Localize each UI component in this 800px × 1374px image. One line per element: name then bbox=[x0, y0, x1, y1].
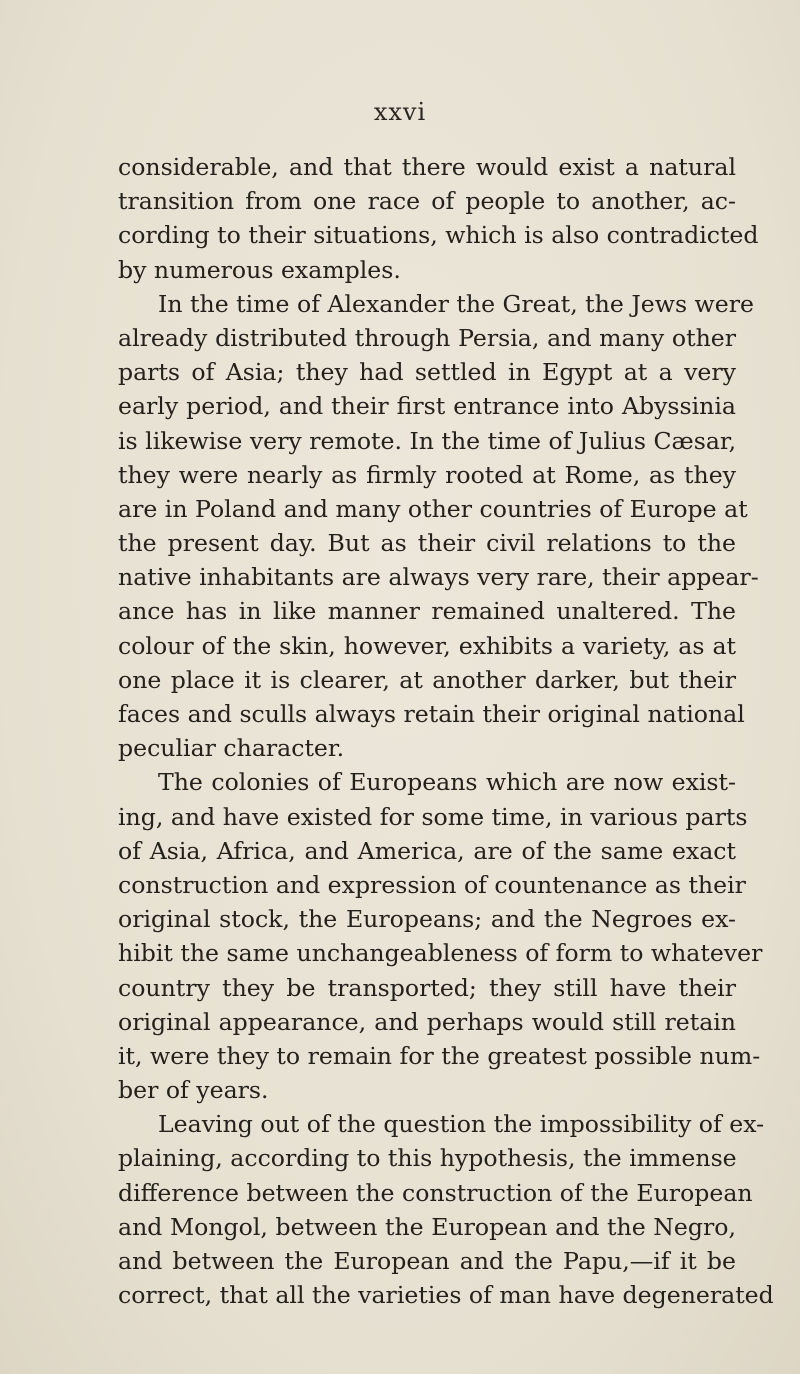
text-line: original stock, the Europeans; and the Negroes ex- bbox=[118, 905, 736, 934]
text-line: is likewise very remote. In the time of Julius Cæsar, bbox=[118, 426, 737, 455]
text-line: they were nearly as firmly rooted at Rome, as they bbox=[118, 460, 736, 489]
text-line: considerable, and that there would exist a natural bbox=[118, 153, 736, 181]
text-line: colour of the skin, however, exhibits a variety, as at bbox=[118, 631, 736, 660]
text-line: ber of years. bbox=[118, 1076, 269, 1105]
text-line: of Asia, Africa, and America, are of the same exact bbox=[118, 836, 736, 865]
text-line: already distributed through Persia, and many other bbox=[118, 323, 736, 352]
text-line: ance has in like manner remained unaltered. The bbox=[118, 597, 736, 626]
text-line: early period, and their first entrance into Abyssinia bbox=[118, 392, 736, 421]
text-line: difference between the construction of the European bbox=[118, 1178, 753, 1207]
text-line: The colonies of Europeans which are now exist- bbox=[158, 768, 736, 797]
text-line: and between the European and the Papu,—if it be bbox=[118, 1247, 736, 1275]
page-number: xxvi bbox=[373, 98, 427, 126]
text-line: original appearance, and perhaps would still retain bbox=[118, 1007, 736, 1036]
text-line: plaining, according to this hypothesis, the immense bbox=[118, 1144, 737, 1173]
text-line: peculiar character. bbox=[118, 734, 345, 763]
text-line: are in Poland and many other countries of Europe at bbox=[118, 494, 748, 523]
text-line: and Mongol, between the European and the Negro, bbox=[118, 1212, 736, 1241]
text-line: the present day. But as their civil relations to the bbox=[118, 529, 736, 558]
text-line: ing, and have existed for some time, in various parts bbox=[118, 802, 748, 831]
text-line: parts of Asia; they had settled in Egypt at a very bbox=[118, 358, 736, 387]
text-line: native inhabitants are always very rare, their appear- bbox=[118, 563, 759, 592]
text-line: In the time of Alexander the Great, the Jews were bbox=[158, 289, 754, 318]
text-line: hibit the same unchangeableness of form to whatever bbox=[118, 939, 763, 968]
text-line: construction and expression of countenance as their bbox=[118, 870, 746, 899]
text-line: country they be transported; they still have their bbox=[118, 973, 736, 1002]
text-line: one place it is clearer, at another darker, but their bbox=[118, 665, 736, 694]
text-line: correct, that all the varieties of man have degenerated bbox=[118, 1281, 774, 1310]
text-line: it, were they to remain for the greatest possible num- bbox=[118, 1041, 761, 1070]
text-line: Leaving out of the question the impossibility of ex- bbox=[158, 1110, 765, 1139]
text-line: cording to their situations, which is also contradicted bbox=[118, 221, 759, 250]
body-text bbox=[118, 150, 774, 1312]
text-line: faces and sculls always retain their original national bbox=[118, 700, 745, 728]
text-line: transition from one race of people to another, ac- bbox=[118, 187, 736, 216]
text-line: by numerous examples. bbox=[118, 255, 401, 284]
